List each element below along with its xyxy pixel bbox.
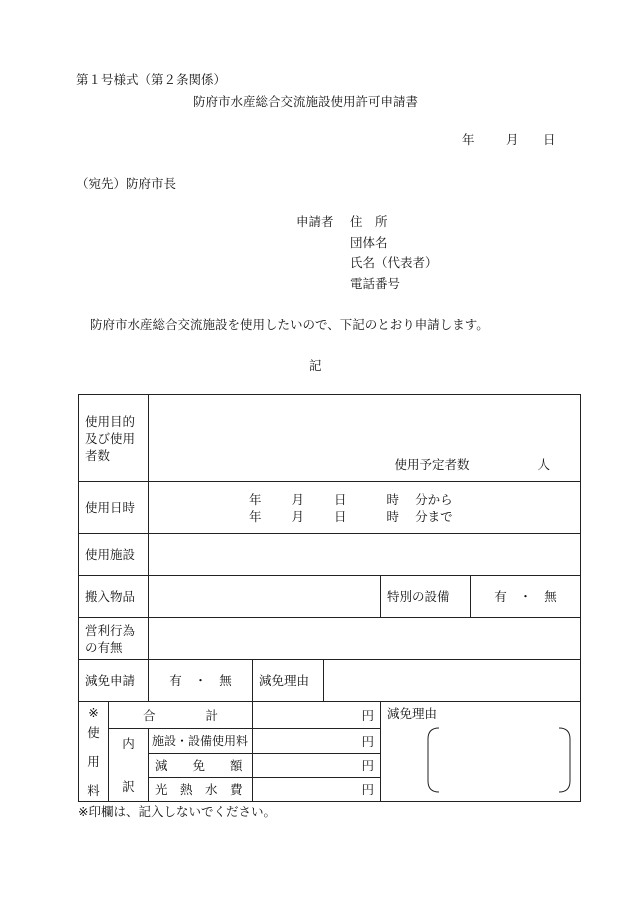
facility-label: 使用施設: [79, 534, 149, 576]
addressee: （宛先）防府市長: [76, 176, 177, 191]
applicant-phone: 電話番号: [350, 276, 401, 291]
reduction-reason-bracket: [427, 727, 571, 793]
fee-total-row: [79, 702, 581, 729]
datetime-label: 使用日時: [79, 482, 149, 534]
profit-label: [79, 618, 149, 660]
date-year: 年: [462, 132, 475, 147]
fee-char-3: 料: [87, 783, 100, 798]
utility-label: 光 熱 水 費: [149, 778, 253, 802]
reduction-options[interactable]: 有 ・ 無: [149, 660, 253, 702]
to-day: 日: [334, 508, 347, 524]
special-equipment-options[interactable]: 有 ・ 無: [471, 576, 581, 618]
facility-cell[interactable]: [149, 534, 581, 576]
items-cell[interactable]: [149, 576, 381, 618]
total-label: 合 計: [109, 702, 253, 729]
purpose-row: [79, 395, 581, 482]
reduction-reason-note: 減免理由: [387, 706, 438, 721]
profit-row: [79, 618, 581, 660]
items-label: 搬入物品: [79, 576, 149, 618]
to-hour: 時: [386, 508, 400, 524]
breakdown-char-1: 内: [122, 736, 135, 751]
reduction-row: [79, 660, 581, 702]
date-month: 月: [506, 132, 519, 147]
total-yen: 円: [253, 702, 381, 729]
bracket-right: [559, 728, 570, 792]
reduction-reason-input[interactable]: [324, 660, 580, 701]
purpose-label-text: 使用目的及び使用者数: [85, 413, 136, 463]
fee-mark-cell: [79, 702, 109, 802]
reduction-label: 減免申請: [79, 660, 149, 702]
from-minute: 分から: [415, 491, 453, 507]
applicant-label: 申請者: [296, 214, 334, 229]
to-minute: 分まで: [415, 508, 453, 524]
from-day: 日: [334, 491, 347, 507]
applicant-address: 住 所: [350, 214, 388, 229]
datetime-row: [79, 482, 581, 534]
form-number: 第１号様式（第２条関係）: [76, 72, 227, 87]
breakdown-char-2: 訳: [122, 779, 135, 794]
breakdown-cell: [109, 729, 149, 802]
fee-char-1: 使: [87, 725, 100, 740]
person-unit: 人: [537, 457, 550, 472]
fee-mark: ※: [88, 705, 99, 720]
reduction-amount-label: 減 免 額: [149, 754, 253, 778]
reduction-reason-row-cell[interactable]: [253, 660, 581, 702]
facility-fee-label: 施設・設備使用料: [149, 729, 253, 754]
special-equipment-label: 特別の設備: [381, 576, 471, 618]
applicant-group: 団体名: [350, 235, 388, 250]
from-year: 年: [249, 491, 262, 507]
purpose-cell[interactable]: [149, 395, 581, 482]
to-year: 年: [249, 508, 262, 524]
utility-yen: 円: [253, 778, 381, 802]
expected-users-label: 使用予定者数: [394, 457, 470, 472]
datetime-to: [249, 508, 574, 525]
footer-note: ※印欄は、記入しないでください。: [78, 804, 276, 819]
profit-cell[interactable]: [149, 618, 581, 660]
datetime-from: [249, 491, 574, 508]
document-title: 防府市水産総合交流施設使用許可申請書: [193, 94, 419, 109]
reduction-reason-label: 減免理由: [253, 660, 324, 701]
body-text: 防府市水産総合交流施設を使用したいので、下記のとおり申請します。: [90, 317, 489, 332]
profit-label-text: 営利行為の有無: [85, 622, 136, 655]
applicant-name: 氏名（代表者）: [350, 255, 438, 270]
facility-row: [79, 534, 581, 576]
ki-heading: 記: [309, 358, 322, 373]
datetime-cell[interactable]: [149, 482, 581, 534]
from-month: 月: [291, 491, 305, 507]
facility-fee-yen: 円: [253, 729, 381, 754]
date-day: 日: [543, 132, 556, 147]
bracket-left: [428, 728, 439, 792]
to-month: 月: [291, 508, 305, 524]
fee-char-2: 用: [87, 754, 100, 769]
reduction-amount-yen: 円: [253, 754, 381, 778]
purpose-label: [79, 395, 149, 482]
from-hour: 時: [386, 491, 400, 507]
items-row: [79, 576, 581, 618]
